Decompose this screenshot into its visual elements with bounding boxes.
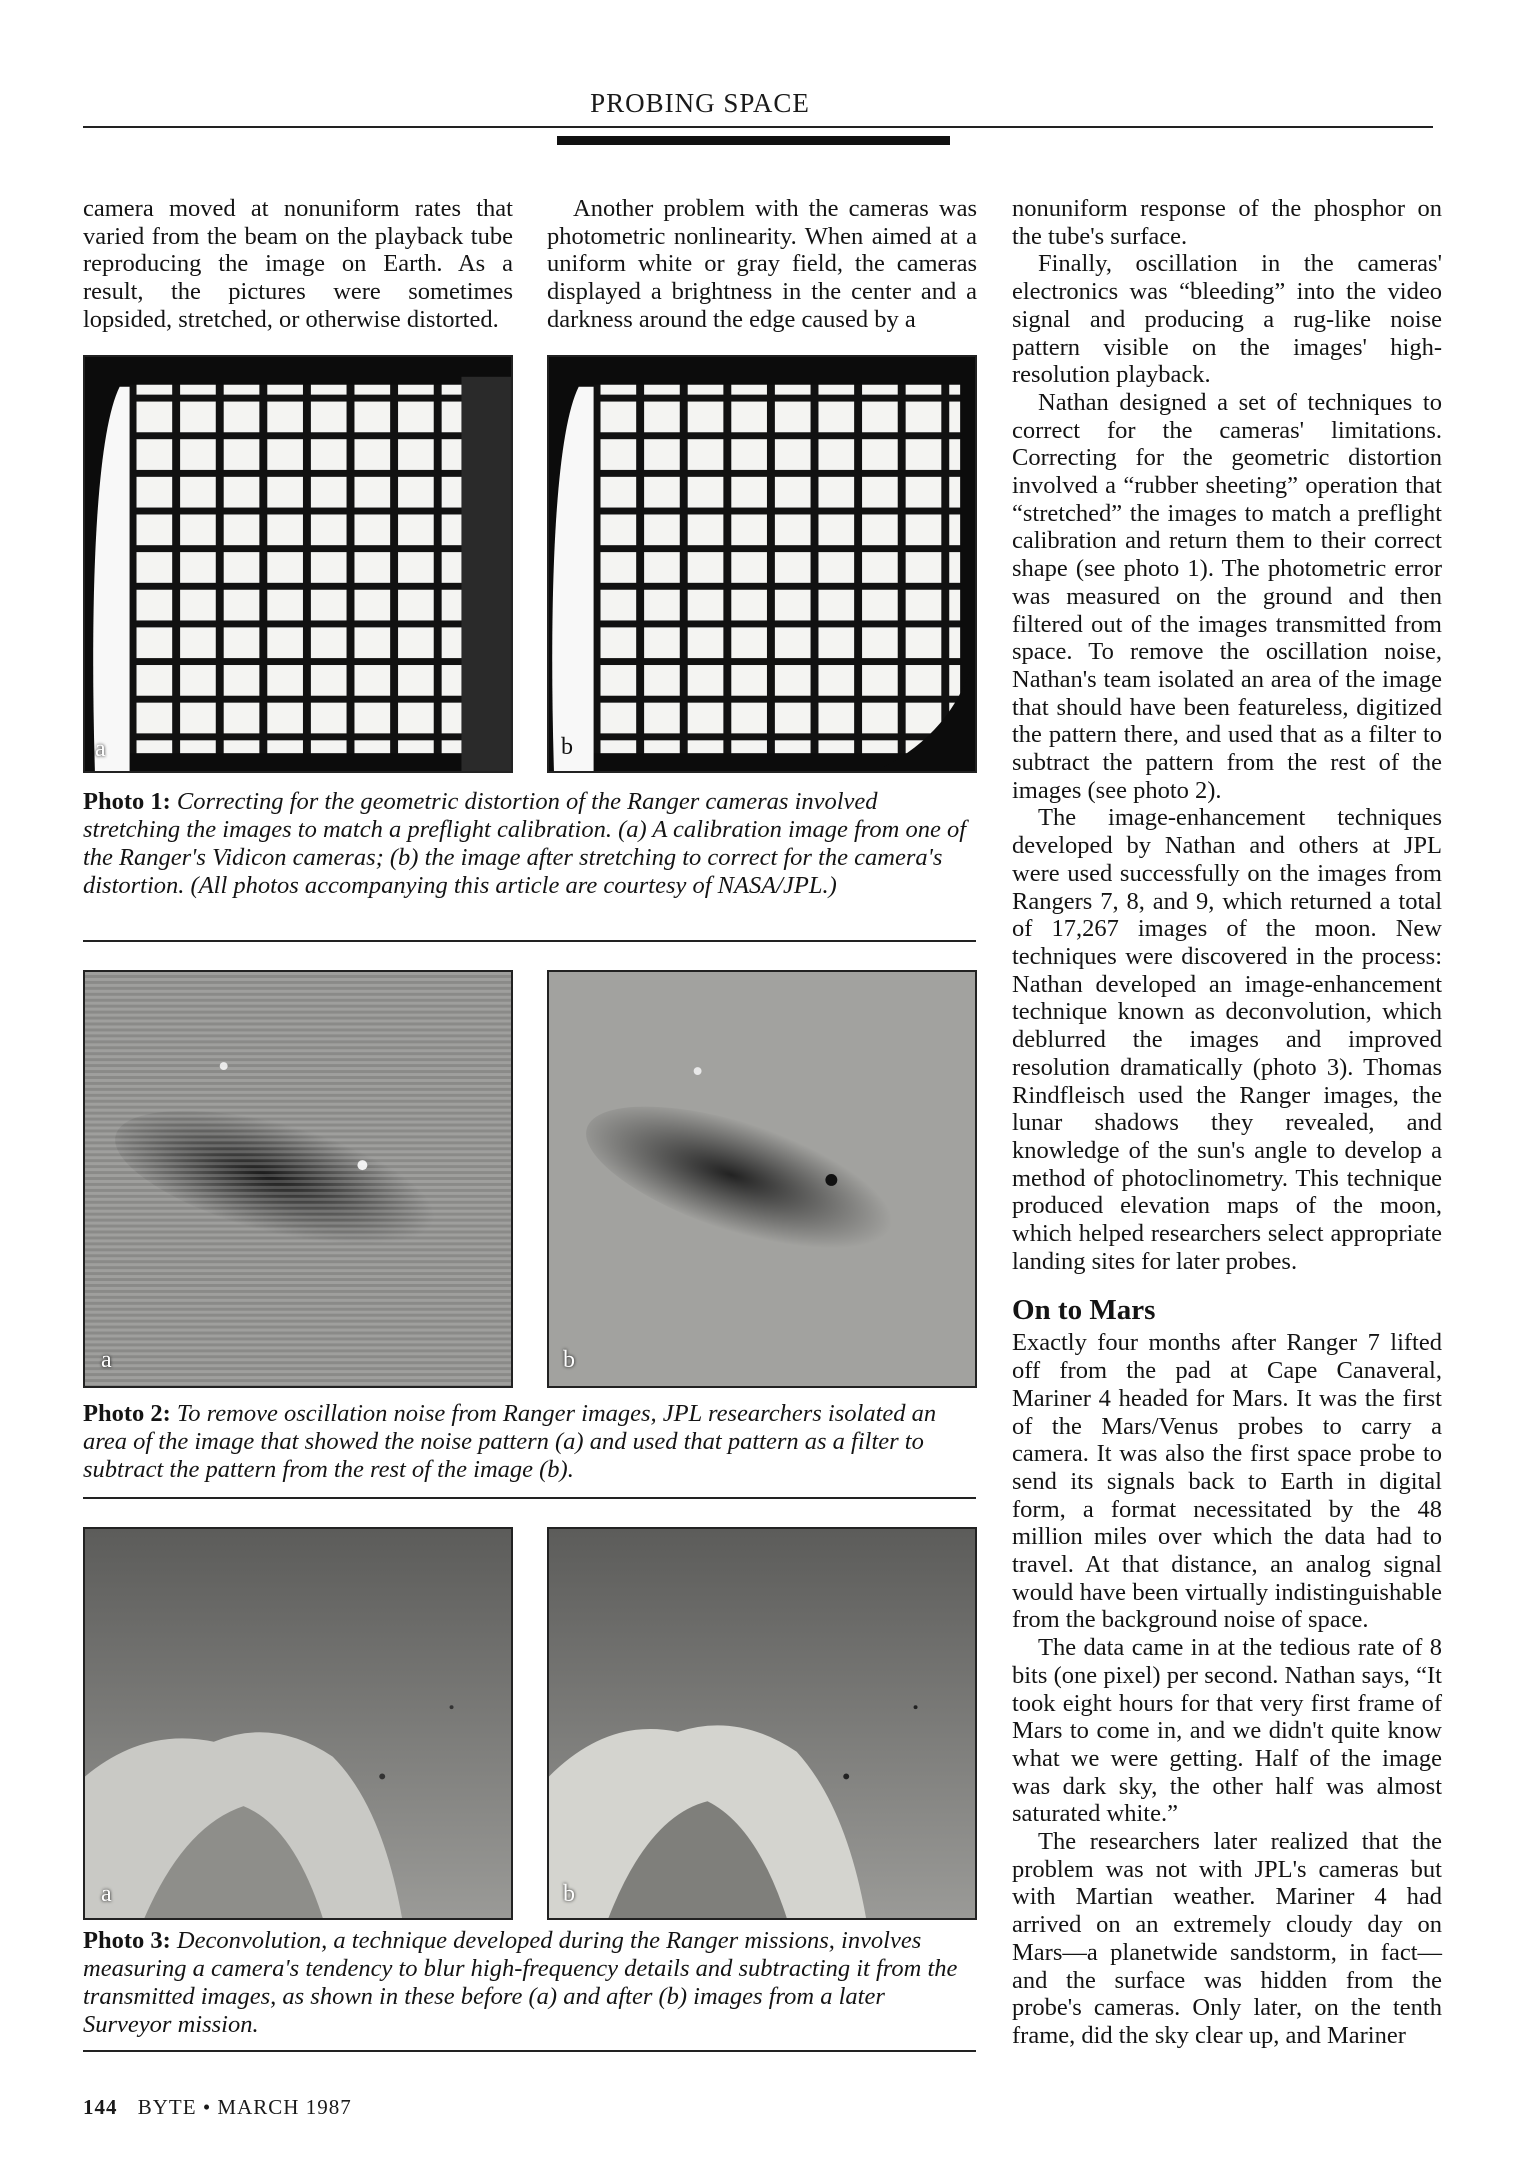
photo1a-calibration-grid: [83, 355, 513, 773]
column-c-paragraph: The image-enhancement techniques developed by Nathan and others at JPL were used successfully on the images from Rangers 7, 8, and 9, which returned a total of 17,267 images of the moon. New techniques were discovered in the process: Nathan developed an image-enhancement technique known as deconvolution, which deblurred the images and improved resolution dramatically (photo 3). Thomas Rindfleisch used the Ranger images, the lunar shadows they revealed, and knowledge of the sun's angle to develop a method of photoclinometry. This technique produced elevation maps of the moon, which helped researchers select appropriate landing sites for later probes.: [1012, 804, 1442, 1275]
photo3b-after-deconvolution: [547, 1527, 977, 1920]
page-number: 144: [83, 2095, 118, 2119]
column-a: [83, 195, 513, 334]
column-b-paragraph: Another problem with the cameras was photometric nonlinearity. When aimed at a uniform white or gray field, the cameras displayed a brightness in the center and a darkness around the edge caused by a: [547, 195, 977, 333]
photo1-caption-text: Correcting for the geometric distortion of the Ranger cameras involved stretching the images to match a preflight calibration. (a) A calibration image from one of the Ranger's Vidicon cameras; (b) the image after stretching to correct for the camera's distortion. (All photos accompanying this article are courtesy of NASA/JPL.): [83, 788, 967, 899]
column-c-paragraph: The researchers later realized that the problem was not with JPL's cameras but with Martian weather. Mariner 4 had arrived on an extremely cloudy day on Mars—a planetwide sandstorm, in fact—and the surface was hidden from the probe's cameras. Only later, on the tenth frame, did the sky clear up, and Mariner: [1012, 1828, 1442, 2049]
header-bar: [557, 136, 950, 145]
photo3-rule: [83, 2050, 976, 2052]
photo2a-noise-pattern: [83, 970, 513, 1388]
photo1-rule: [83, 940, 976, 942]
page-footer: [83, 2095, 352, 2120]
column-c-paragraph: Exactly four months after Ranger 7 lifted off from the pad at Cape Canaveral, Mariner 4 headed for Mars. It was the first of the Mars/Venus probes to carry a camera. It was also the first space probe to send its signals back to Earth in digital form, a format necessitated by the 48 million miles over which the data had to travel. At that distance, an analog signal would have been virtually indistinguishable from the background noise of space.: [1012, 1329, 1442, 1634]
photo3-caption-text: Deconvolution, a technique developed during the Ranger missions, involves measuring a camera's tendency to blur high-frequency details and subtracting it from the transmitted images, as shown in these before (a) and after (b) images from a later Surveyor mission.: [83, 1927, 958, 2038]
photo2b-label: b: [563, 1347, 575, 1373]
column-c: [1012, 195, 1442, 2050]
publication-info: BYTE • MARCH 1987: [137, 2095, 352, 2119]
photo2-caption: [83, 1400, 976, 1484]
photo1b-label: b: [561, 734, 573, 760]
photo3-caption-label: Photo 3:: [83, 1927, 171, 1954]
photo2a-label: a: [101, 1347, 112, 1373]
photo1-caption-label: Photo 1:: [83, 788, 171, 815]
section-subhead: On to Mars: [1012, 1294, 1156, 1327]
running-head: PROBING SPACE: [590, 88, 810, 118]
photo2b-filtered: [547, 970, 977, 1388]
column-b: [547, 195, 977, 334]
photo2-caption-text: To remove oscillation noise from Ranger images, JPL researchers isolated an area of the image that showed the noise pattern (a) and used that pattern as a filter to subtract the pattern from the rest of the image (b).: [83, 1400, 937, 1483]
column-c-paragraph: nonuniform response of the phosphor on the tube's surface.: [1012, 195, 1442, 250]
column-c-paragraph: Nathan designed a set of techniques to correct for the cameras' limitations. Correcting for the geometric distortion involved a “rubber sheeting” operation that “stretched” the images to match a preflight calibration and return them to their correct shape (see photo 1). The photometric error was measured on the ground and then filtered out of the images transmitted from space. To remove the oscillation noise, Nathan's team isolated an area of the image that should have been featureless, digitized the pattern there, and used that as a filter to subtract the pattern from the rest of the images (see photo 2).: [1012, 388, 1442, 804]
photo3a-label: a: [101, 1881, 112, 1907]
photo1a-label: a: [95, 736, 106, 762]
photo1-caption: [83, 788, 976, 900]
photo3-caption: [83, 1927, 976, 2039]
photo2-rule: [83, 1497, 976, 1499]
photo3a-before-deconvolution: [83, 1527, 513, 1920]
photo2-caption-label: Photo 2:: [83, 1400, 171, 1427]
column-c-paragraph: The data came in at the tedious rate of 8 bits (one pixel) per second. Nathan says, “It took eight hours for that very first frame of Mars to come in, and we didn't quite know what we were getting. Half of the image was dark sky, the other half was almost saturated white.”: [1012, 1634, 1442, 1828]
header-rule: [83, 126, 1433, 128]
column-c-paragraph: Finally, oscillation in the cameras' electronics was “bleeding” into the video signal and producing a rug-like noise pattern visible on the images' high-resolution playback.: [1012, 250, 1442, 389]
photo3b-label: b: [563, 1881, 575, 1907]
photo1b-stretched-grid: [547, 355, 977, 773]
column-a-paragraph: camera moved at nonuniform rates that varied from the beam on the playback tube reproducing the image on Earth. As a result, the pictures were sometimes lopsided, stretched, or otherwise distorted.: [83, 195, 513, 333]
